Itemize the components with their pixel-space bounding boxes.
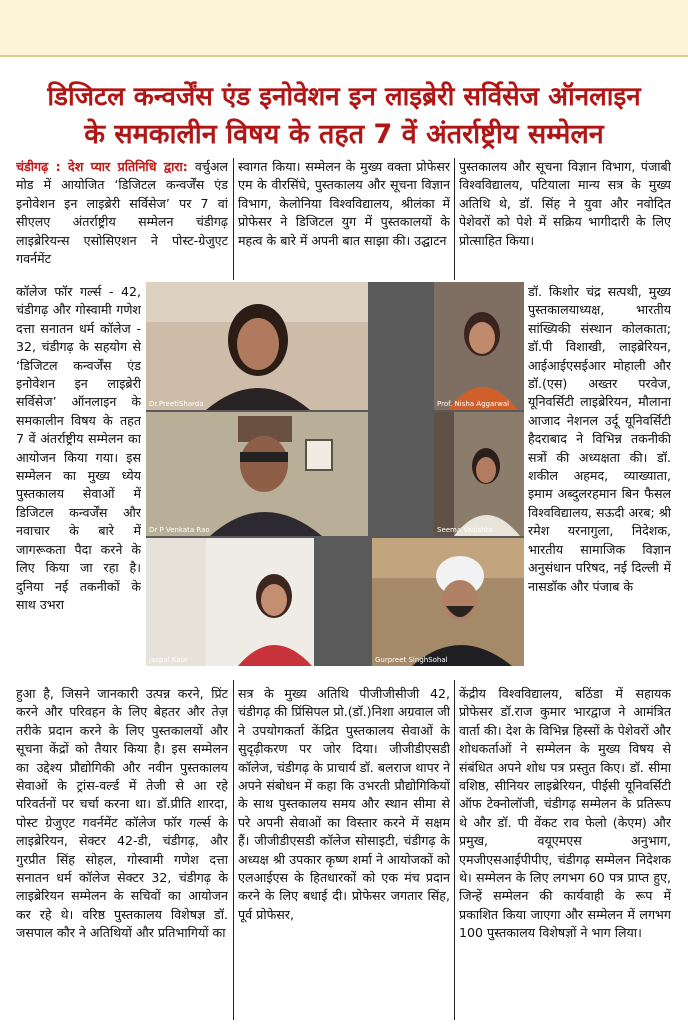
participant-name-label: Dr P Venkata Rao	[149, 526, 210, 534]
participant-photo	[372, 538, 524, 666]
column-rule	[233, 680, 234, 1020]
article-text: डॉ. किशोर चंद्र सत्पथी, मुख्य पुस्तकालयाध्यक्ष, भारतीय सांख्यिकी संस्थान कोलकाता; डॉ.पी विशाखी, लाइब्रेरियन, आईआईएसईआर मोहाली और डॉ.(एस) अख्तर परवेज, यूनिवर्सिटी लाइब्रेरियन, मौलाना आजाद नेशनल उर्दू यूनिवर्सिटी हैदराबाद ने विभिन्न तकनीकी सत्रों की अध्यक्षता की। डॉ. शकील अहमद, व्याख्याता, इमाम अब्दुलरहमान बिन फैसल विश्वविद्यालय, सऊदी अरब; श्री रमेश यरनागुला, निदेशक, भारतीय सामाजिक विज्ञान अनुसंधान परिषद, नई दिल्ली में नासडॉक और पंजाब के	[528, 284, 671, 594]
headline-line-2: के समकालीन विषय के तहत 7 वें अंतर्राष्ट्रीय सम्मेलन	[84, 119, 604, 150]
participant-name-label: Gurpreet SinghSohal	[375, 656, 448, 664]
participant-photo	[146, 538, 314, 666]
participant-photo	[434, 282, 524, 410]
article-text: केंद्रीय विश्वविद्यालय, बठिंडा में सहायक प्रोफेसर डॉ.राज कुमार भारद्वाज ने आमंत्रित वार्ता की। देश के विभिन्न हिस्सों के पेशेवरों और शोधकर्ताओं ने सम्मेलन के मुख्य विषय से संबंधित अपने शोध पत्र प्रस्तुत किए। डॉ. सीमा वशिष्ठ, सीनियर लाइब्रेरियन, पीईसी यूनिवर्सिटी ऑफ टेक्नोलॉजी, चंडीगढ़ सम्मेलन के प्रतिरूप थे और डॉ. पी वेंकट राव फेलो (केएम) और प्रमुख, वयूएमएस अनुभाग, एमजीएसआईपीपीए, चंडीगढ़ सम्मेलन निदेशक थे। सम्मेलन के लिए लगभग 60 पत्र प्राप्त हुए, जिन्हें सम्मेलन की कार्यवाही के रूप में प्रकाशित किया जाएगा और सम्मेलन में लगभग 100 पुस्तकालय विशेषज्ञों ने भाग लिया।	[459, 686, 671, 941]
video-conference-photo-grid	[146, 282, 524, 666]
article-column-right-top	[459, 158, 671, 282]
article-text: हुआ है, जिसने जानकारी उत्पन्न करने, प्रिंट करने और परिवहन के लिए बेहतर और तेज़ तरीके प्रदान करने के लिए पुस्तकालयों और सूचना केंद्रों को तैयार किया है। इस सम्मेलन का उद्देश्य प्रौद्योगिकी और नवीन पुस्तकालय सेवाओं के ट्रांस-वर्ल्ड में तेजी से आ रहे परिवर्तनों पर चर्चा करना था। डॉ.प्रीति शारदा, पोस्ट ग्रेजुएट गवर्नमेंट कॉलेज फॉर गर्ल्स के लाइब्रेरियन, सेक्टर 42-डी, चंडीगढ़, और गुरप्रीत सिंह सोहल, गोस्वामी गणेश दत्ता सनातन धर्म कॉलेज सेक्टर 32, चंडीगढ़ के लाइब्रेरियन सम्मेलन के सचिवों का आयोजन कर रहे थे। वरिष्ठ पुस्तकालय विशेषज्ञ डॉ. जसपाल कौर ने अतिथियों और प्रतिभागियों का	[16, 686, 228, 941]
participant-tile	[434, 412, 524, 536]
article-text: सत्र के मुख्य अतिथि पीजीजीसीजी 42, चंडीगढ़ की प्रिंसिपल प्रो.(डॉ.)निशा अग्रवाल जी ने उपयोगकर्ता केंद्रित पुस्तकालय सेवाओं के सुदृढ़ीकरण पर जोर दिया। जीजीडीएसडी कॉलेज, चंडीगढ़ के प्राचार्य डॉ. बलराज थापर ने अपने संबोधन में कहा कि उभरती प्रौद्योगिकियों के साथ पुस्तकालय समय और स्थान सीमा से परे अपनी सेवाओं का विस्तार करने में सक्षम हैं। जीजीडीएसडी कॉलेज सोसाइटी, चंडीगढ़ के अध्यक्ष श्री उपकार कृष्ण शर्मा ने आयोजकों को एलआईएस के हितधारकों को एक मंच प्रदान करने के लिए बधाई दी। प्रोफेसर जगतार सिंह, पूर्व प्रोफेसर,	[238, 686, 450, 922]
participant-photo	[146, 282, 368, 410]
article-text: स्वागत किया। सम्मेलन के मुख्य वक्ता प्रोफेसर एम के वीरसिंघे, पुस्तकालय और सूचना विज्ञान विभाग, केलोनिया विश्वविद्यालय, श्रीलंका में प्रोफेसर ने डिजिटल युग में पुस्तकालयों के महत्व के बारे में अपनी बात साझा की। उद्घाटन	[238, 159, 450, 248]
article-column-middle-bottom	[238, 685, 450, 1021]
participant-tile	[372, 538, 524, 666]
participant-name-label: Dr.PreetiSharda	[149, 400, 204, 408]
column-rule	[233, 158, 234, 280]
dateline: चंडीगढ़ : देश प्यार प्रतिनिधि द्वारा:	[16, 159, 188, 174]
article-text: कॉलेज फॉर गर्ल्स - 42, चंडीगढ़ और गोस्वामी गणेश दत्ता सनातन धर्म कॉलेज - 32, चंडीगढ़ के सहयोग से ‘डिजिटल कन्वर्जेंस एंड इनोवेशन इन लाइब्रेरी सर्विसेज’ ऑनलाइन के समकालीन विषय के तहत 7 वें अंतर्राष्ट्रीय सम्मेलन का आयोजन किया गया। इस सम्मेलन का मुख्य ध्येय पुस्तकालय सेवाओं में डिजिटल कन्वर्जेंस और नवाचार के बारे में जागरूकता पैदा करने के लिए किया जा रहा है। दुनिया नई तकनीकों के साथ उभरा	[16, 284, 141, 612]
article-text: पुस्तकालय और सूचना विज्ञान विभाग, पंजाबी विश्वविद्यालय, पटियाला मान्य सत्र के मुख्य अतिथि थे, डॉ. सिंह ने युवा और नवोदित पेशेवरों को पेशे में सक्रिय भागीदारी के लिए प्रोत्साहित किया।	[459, 159, 671, 248]
article-column-left-top	[16, 158, 228, 282]
participant-tile	[146, 538, 314, 666]
column-rule	[454, 680, 455, 1020]
article-column-right-side	[528, 283, 671, 683]
participant-name-label: Prof. Nisha Aggarwal	[437, 400, 510, 408]
article-text: वर्चुअल मोड में आयोजित ‘डिजिटल कन्वर्जेंस एंड इनोवेशन इन लाइब्रेरी सर्विसेज’ पर 7 वां सीएलए अंतर्राष्ट्रीय सम्मेलन चंडीगढ़ लाइब्रेरियन्स एसोसिएशन ने पोस्ट-ग्रेजुएट गवर्नमेंट	[16, 159, 228, 267]
participant-name-label: Jaspal Kaur	[149, 656, 188, 664]
article-column-right-bottom	[459, 685, 671, 1021]
participant-photo	[146, 412, 368, 536]
participant-tile	[146, 412, 368, 536]
headline-line-1: डिजिटल कन्वर्जेंस एंड इनोवेशन इन लाइब्रेरी सर्विसेज ऑनलाइन	[47, 82, 641, 112]
article-column-left-side	[16, 283, 141, 683]
participant-name-label: Seema Vasishta	[437, 526, 493, 534]
participant-tile	[146, 282, 368, 410]
participant-tile	[434, 282, 524, 410]
article-column-middle-top	[238, 158, 450, 282]
headline	[10, 78, 678, 154]
column-rule	[454, 158, 455, 280]
participant-photo	[434, 412, 524, 536]
newspaper-top-band	[0, 0, 688, 57]
article-column-left-bottom	[16, 685, 228, 1021]
